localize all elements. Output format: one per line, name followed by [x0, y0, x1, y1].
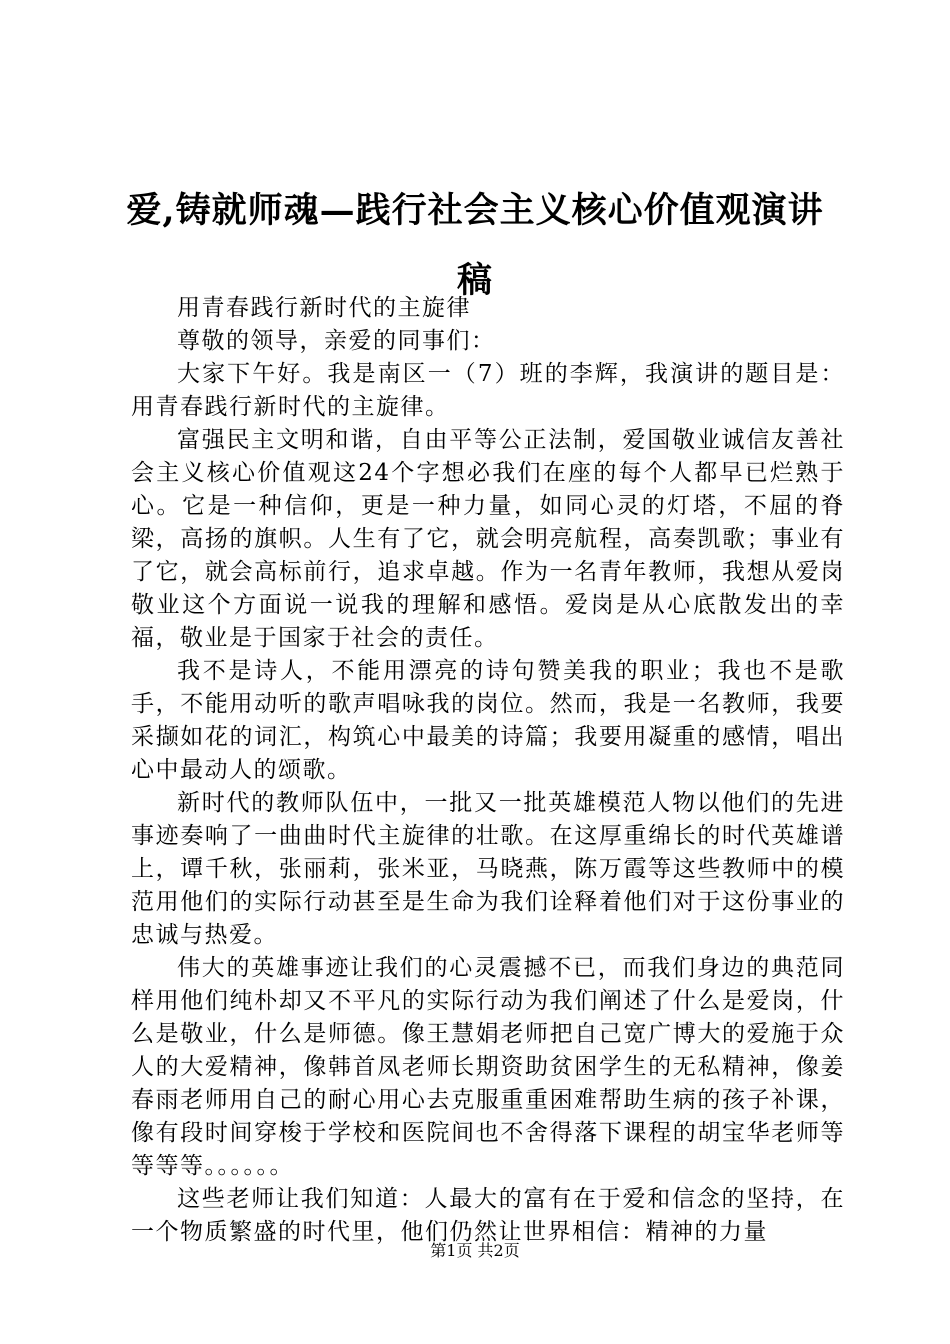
paragraph: 伟大的英雄事迹让我们的心灵震撼不已，而我们身边的典范同样用他们纯朴却又不平凡的实际行动为我们阐述了什么是爱岗，什么是敬业，什么是师德。像王慧娟老师把自己宽广博大的爱施于众人的大爱精神，像韩首凤老师长期资助贫困学生的无私精神，像姜春雨老师用自己的耐心用心去克服重重困难帮助生病的孩子补课，像有段时间穿梭于学校和医院间也不舍得落下课程的胡宝华老师等等等等。。。。。。: [131, 955, 845, 1179]
paragraph: 这些老师让我们知道：人最大的富有在于爱和信念的坚持，在一个物质繁盛的时代里，他们仍然让世界相信：精神的力量: [131, 1186, 845, 1245]
paragraph: 富强民主文明和谐，自由平等公正法制，爱国敬业诚信友善社会主义核心价值观这24个字想必我们在座的每个人都早已烂熟于心。它是一种信仰，更是一种力量，如同心灵的灯塔，不屈的脊梁，高扬的旗帜。人生有了它，就会明亮航程，高奏凯歌；事业有了它，就会高标前行，追求卓越。作为一名青年教师，我想从爱岗敬业这个方面说一说我的理解和感悟。爱岗是从心底散发出的幸福，敬业是于国家于社会的责任。: [131, 427, 845, 651]
document-title: 爱,铸就师魂—践行社会主义核心价值观演讲稿: [126, 190, 824, 301]
paragraph: 新时代的教师队伍中，一批又一批英雄模范人物以他们的先进事迹奏响了一曲曲时代主旋律的壮歌。在这厚重绵长的时代英雄谱上，谭千秋，张丽莉，张米亚，马晓燕，陈万霞等这些教师中的模范用他们的实际行动甚至是生命为我们诠释着他们对于这份事业的忠诚与热爱。: [131, 790, 845, 948]
page-footer: 第1页 共2页: [430, 1241, 520, 1260]
paragraph: 大家下午好。我是南区一（7）班的李辉，我演讲的题目是：用青春践行新时代的主旋律。: [131, 361, 845, 420]
paragraph-greeting: 尊敬的领导，亲爱的同事们：: [177, 328, 496, 354]
paragraph: 我不是诗人，不能用漂亮的诗句赞美我的职业；我也不是歌手，不能用动听的歌声唱咏我的岗位。然而，我是一名教师，我要采撷如花的词汇，构筑心中最美的诗篇；我要用凝重的感情，唱出心中最动人的颂歌。: [131, 658, 845, 783]
paragraph-subtitle: 用青春践行新时代的主旋律: [177, 295, 471, 321]
document-body: [131, 292, 845, 1249]
